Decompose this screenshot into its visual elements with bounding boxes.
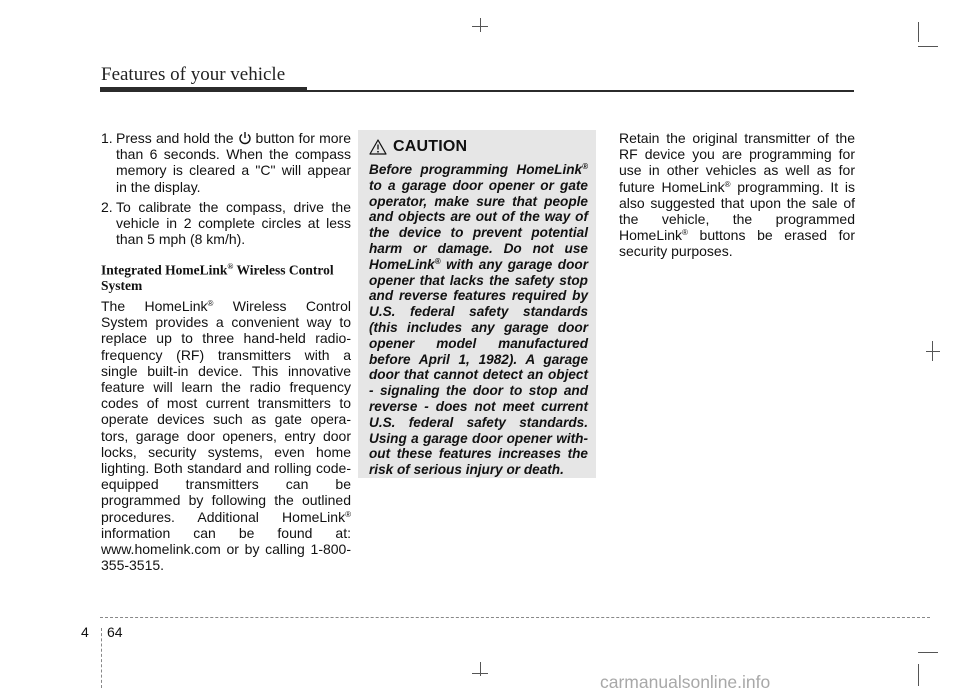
- crop-mark-bottom-right: [918, 652, 938, 653]
- crop-mark-bottom-center-bar: [472, 673, 488, 674]
- crop-mark-top-center: [480, 18, 481, 32]
- caution-box: [358, 130, 596, 478]
- registered-mark: ®: [434, 256, 441, 266]
- homelink-description: The HomeLink® Wireless Control System provides a convenient way to replace up to three hand-held radio-frequency (RF) transmitters with a single built-in device. This innovative feature will learn the radio frequency codes of most current transmitters to operate devices such as gate opera-tors, garage door openers, entry door locks, security systems, even home lighting. Both standard and rolling code-equipped transmitters can be programmed by following the outlined procedures. Additional HomeLink® information can be found at: www.homelink.com or by calling 1-800-355-3515.: [101, 297, 351, 574]
- caution-header: [369, 138, 588, 156]
- registered-mark: ®: [345, 509, 351, 519]
- power-icon: [238, 131, 252, 145]
- watermark: carmanualsonline.info: [600, 672, 771, 692]
- step-text: Press and hold the: [116, 130, 234, 146]
- header-rule-thin: [307, 90, 854, 92]
- header-rule-thick: [100, 87, 307, 92]
- section-number: 4: [81, 624, 89, 640]
- registered-mark: ®: [682, 228, 688, 238]
- step-text: To calibrate the compass, drive the vehicle in 2 complete circles at less than 5 mph (8 km/h).: [116, 198, 351, 248]
- registered-mark: ®: [207, 298, 214, 308]
- step-1: [101, 130, 351, 195]
- step-number: 1.: [101, 130, 113, 146]
- crop-mark-top-right: [918, 22, 919, 42]
- registered-mark: ®: [582, 162, 588, 171]
- section-heading: Integrated HomeLink® Wireless Control System: [101, 262, 334, 293]
- crop-mark-top-right-bar: [918, 46, 938, 47]
- crop-mark-bottom-right-stem: [918, 664, 919, 686]
- left-column: [101, 130, 351, 573]
- step-2: [101, 199, 351, 248]
- caution-title: CAUTION: [393, 138, 468, 155]
- registered-mark: ®: [227, 262, 234, 272]
- crop-mark-top-center-bar: [472, 26, 488, 27]
- footer-rule: [100, 617, 930, 618]
- footer-separator: [101, 628, 102, 688]
- page-header-title: Features of your vehicle: [101, 64, 286, 85]
- retain-transmitter-note: Retain the original transmitter of the RF device you are programming for use in other vehicles as well as for future HomeLink® programming. It is also suggested that upon the sale of the vehicle, the programmed HomeLink® buttons be erased for security purposes.: [619, 130, 855, 260]
- registered-mark: ®: [724, 179, 731, 189]
- step-text-cont: button for more than 6 seconds. When the compass memory is cleared a "C" will appear in the display.: [116, 130, 352, 195]
- right-column: [619, 130, 855, 260]
- crop-mark-middle-right-bar: [926, 351, 940, 352]
- caution-text: Before programming HomeLink® to a garage door opener or gate operator, make sure that people and objects are out of the way of the device to prevent potential harm or damage. Do not use HomeLink® with any garage door opener that lacks the safety stop and reverse features required by U.S. federal safety standards (this includes any garage door opener model manufactured before April 1, 1982). A garage door that cannot detect an object - signaling the door to stop and reverse - does not meet current U.S. federal safety standards. Using a garage door opener with-out these features increases the risk of serious injury or death.: [369, 162, 588, 478]
- warning-triangle-icon: [369, 139, 387, 155]
- page-number: 64: [107, 624, 123, 640]
- step-number: 2.: [101, 198, 113, 215]
